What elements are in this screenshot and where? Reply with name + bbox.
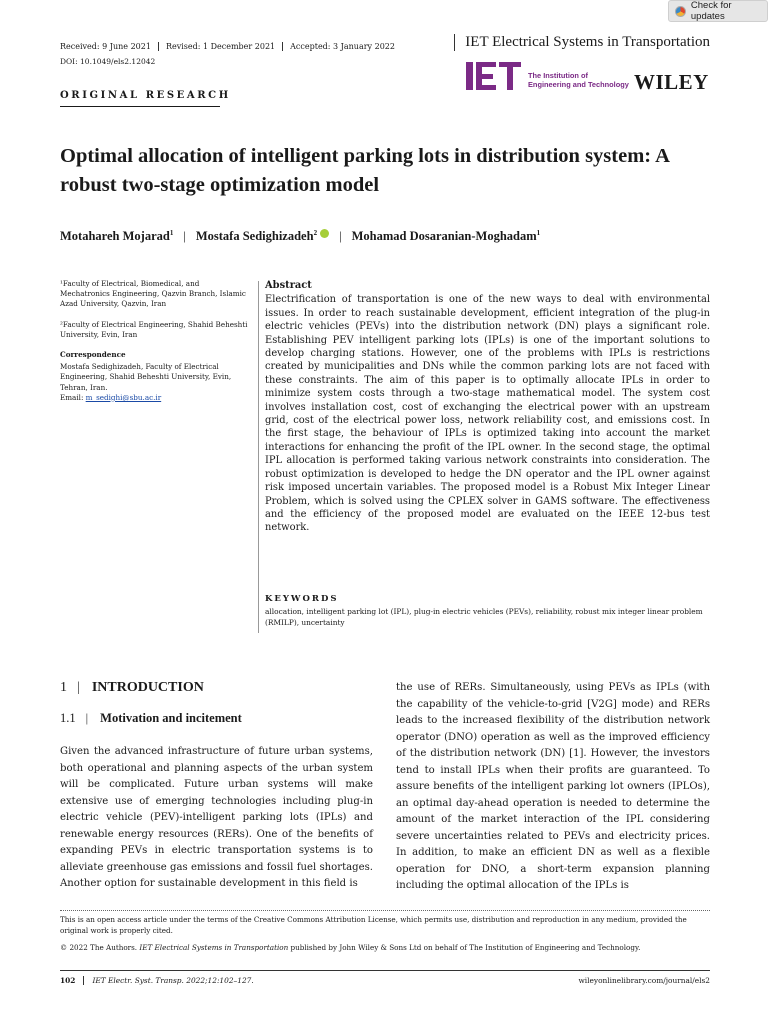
iet-institution-text: The Institution of Engineering and Technology [528,71,629,89]
email-line: Email: m_sedighi@sbu.ac.ir [60,392,162,402]
accepted-date: Accepted: 3 January 2022 [282,42,402,51]
journal-name: IET Electrical Systems in Transportation [454,34,710,51]
abstract-heading: Abstract [265,280,312,291]
divider [60,910,710,911]
citation: IET Electr. Syst. Transp. 2022;12:102–127. [92,976,254,985]
abstract [265,279,710,535]
article-dates-header [60,34,710,54]
email-link[interactable]: m_sedighi@sbu.ac.ir [85,392,162,402]
article-title: Optimal allocation of intelligent parking lots in distribution system: A robust two-stage optimization model [60,145,669,196]
page-number: 102 [60,976,84,985]
crossmark-icon [675,6,686,17]
body-column-left: Given the advanced infrastructure of future urban systems, both operational and planning aspects of the urban system will be complicated. Future urban systems will make extensive use of emerging technologies including plug-in electric vehicle (PEV)-intelligent parking lots (IPLs) and renewable energy resources (RERs). One of the benefits of expanding PEVs in electric transportation systems is to alleviate greenhouse gas emissions and fossil fuel shortages. Another option for sustainable development in this field is [60,746,373,889]
author-list: Motahareh Mojarad$^1$ | Mostafa Sedighizadeh$^2$ | Mohamad Dosaranian-Moghadam$^1$ [60,229,541,244]
section-heading: 1 | INTRODUCTION [60,680,204,695]
license-text: This is an open access article under the terms of the Creative Commons Attribution License, which permits use, distribution and reproduction in any medium, provided the original work is properly cited. [60,915,687,935]
copyright-text: © 2022 The Authors. IET Electrical Systems in Transportation published by John Wiley & Sons Ltd on behalf of The Institution of Engineering and Technology. [60,943,641,952]
keywords [265,594,710,628]
doi[interactable]: DOI: 10.1049/els2.12042 [60,57,156,66]
affiliations [60,279,250,403]
correspondence-text: Mostafa Sedighizadeh, Faculty of Electrical Engineering, Shahid Beheshti University, Evin, Tehran, Iran. [60,362,232,392]
author[interactable]: Motahareh Mojarad$^1$ [60,229,174,244]
divider [60,106,220,107]
subsection-heading: 1.1 | Motivation and incitement [60,711,242,725]
journal-url[interactable]: wileyonlinelibrary.com/journal/els2 [578,976,710,985]
divider [258,281,259,633]
article-type: ORIGINAL RESEARCH [60,90,231,101]
iet-mark-icon [466,62,521,90]
wiley-logo: WILEY [634,70,709,94]
author[interactable]: Mostafa Sedighizadeh$^2$ [196,229,329,244]
abstract-text: Electrification of transportation is one of the new ways to deal with environmental issues. In order to reach sustainable development, efficient integration of the plug-in electric vehicles (PEVs) into the distribution network (DN) plays a significant role. Establishing PEV intelligent parking lots (IPLs) is one of the important solutions to develop charging stations. However, one of the problems with IPLs is restrictions created by municipalities and DNs while the common parking lots are not faced with these constraints. The aim of this paper is to optimally allocate IPLs in order to minimize system costs through a two-stage mathematical model. The system cost involves installation cost, cost of exchanging the electrical power with an upstream grid, cost of the electrical power loss, network reliability cost, and emissions cost. In the first stage, the behaviour of IPLs is optimized taking into account the market interactions for enhancing the profit of the IPL owner. In the second stage, the optimal IPL allocation is performed taking various network constraints into consideration. The robust optimization is developed to hedge the DN operator and the IPL owner against risk imposed uncertain variables. The proposed model is a Robust Mix Integer Linear Problem, which is solved using the CPLEX solver in GAMS software. The effectiveness and the efficiency of the proposed model are evaluated on the IEEE 12-bus test network. [265,294,710,534]
keywords-text: allocation, intelligent parking lot (IPL), plug-in electric vehicles (PEVs), reliability, robust mix integer linear problem (RMILP), uncertainty [265,607,703,627]
check-for-updates-button[interactable] [668,0,768,22]
revised-date: Revised: 1 December 2021 [158,42,282,51]
orcid-icon[interactable] [320,229,329,238]
affiliation-1: ¹Faculty of Electrical, Biomedical, and Mechatronics Engineering, Qazvin Branch, Islamic Azad University, Qazvin, Iran [60,279,246,309]
iet-logo [466,62,629,90]
page-footer [60,976,710,985]
correspondence-heading: Correspondence [60,350,126,360]
keywords-heading: KEYWORDS [265,594,339,604]
affiliation-2: ²Faculty of Electrical Engineering, Shahid Beheshti University, Evin, Iran [60,319,248,339]
author[interactable]: Mohamad Dosaranian-Moghadam$^1$ [351,229,541,244]
divider [60,970,710,971]
check-for-updates-label: Check for updates [690,0,732,22]
received-date: Received: 9 June 2021 [60,41,151,51]
body-column-right: the use of RERs. Simultaneously, using PEVs as IPLs (with the capability of the vehicle-to-grid [V2G] mode) and RERs leads to the increased flexibility of the distribution network operator (DNO) operation as well as the improved efficiency of the distribution network (DN) [1]. However, the investors tend to install IPLs when their profits are guaranteed. To assure benefits of the intelligent parking lot owners (IPLOs), an optimal day-ahead operation is needed to determine the amount of the market interaction of the IPL considering severe uncertainties related to PEVs and electricity prices. In addition, to make an efficient DN as well as a flexible operation for DNO, a short-term expansion planning including the optimal allocation of the IPLs is [396,682,710,891]
